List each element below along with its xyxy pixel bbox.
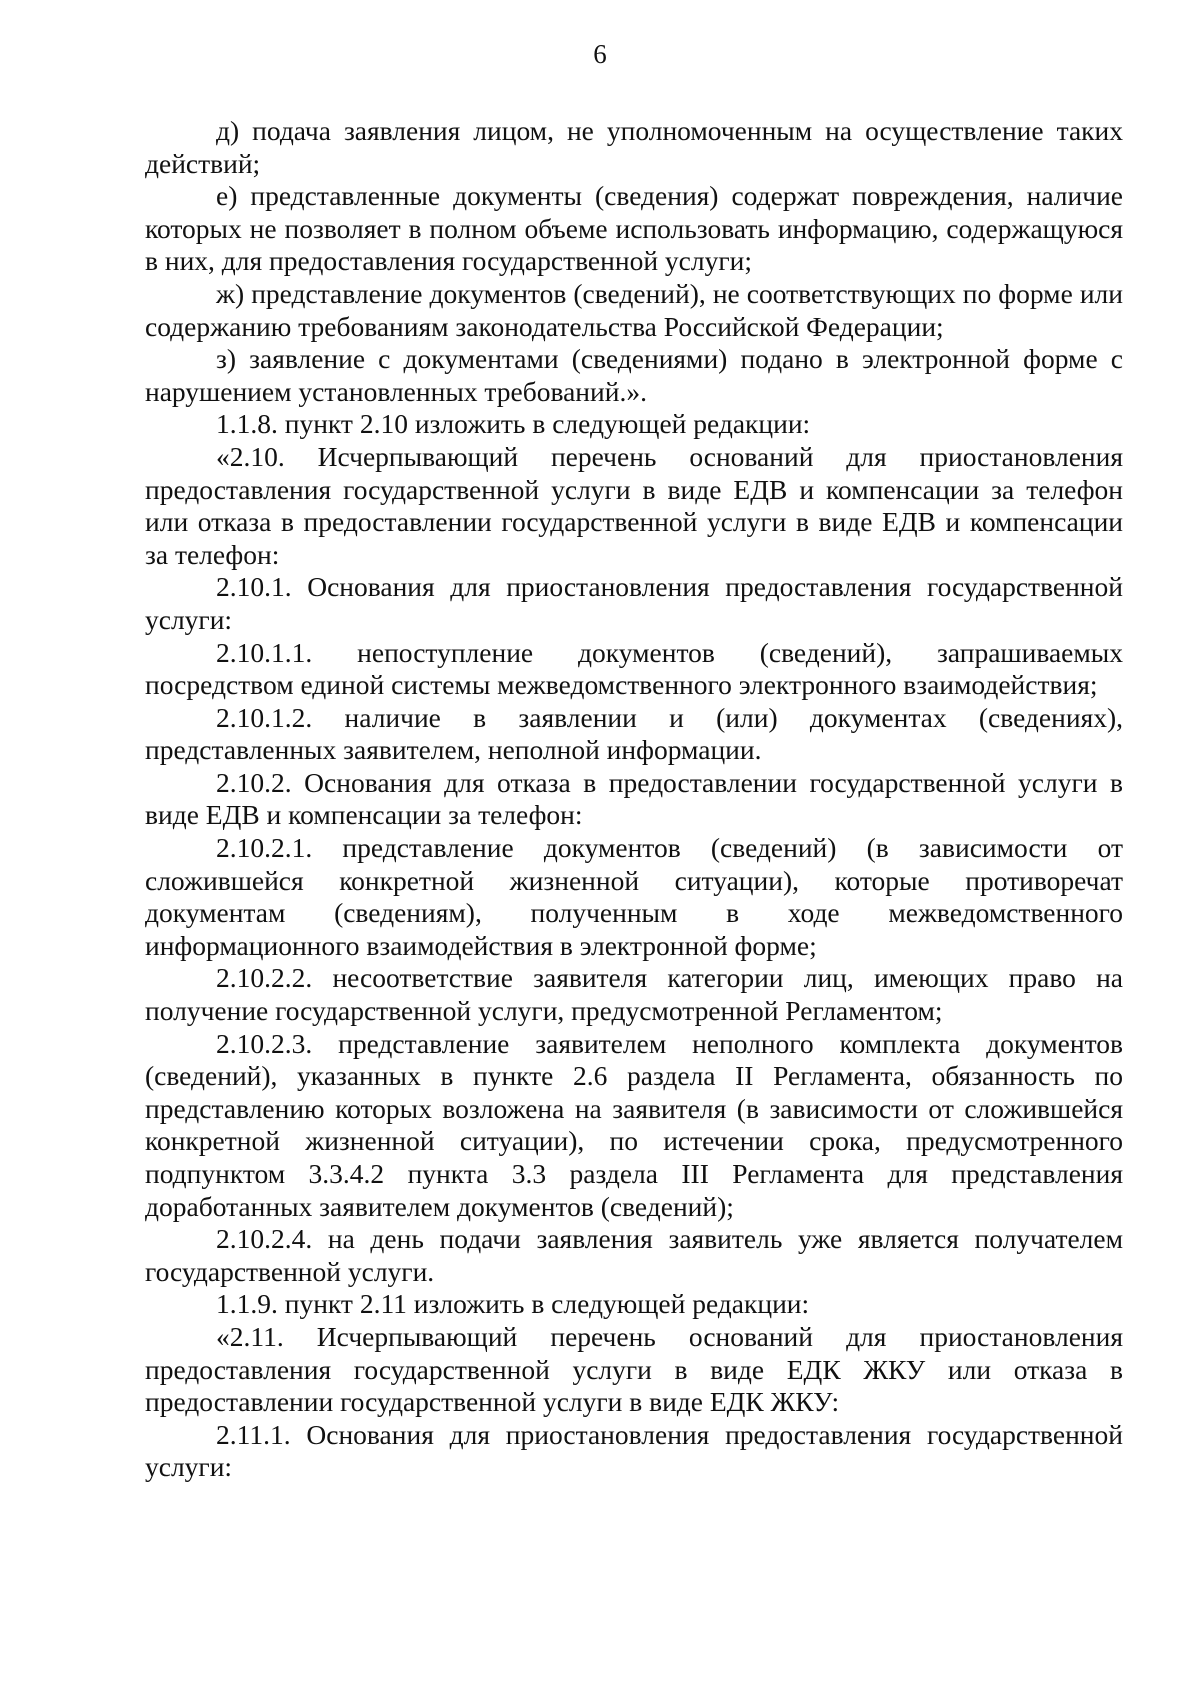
- paragraph-2-10-1-2: 2.10.1.2. наличие в заявлении и (или) документах (сведениях), представленных заявителем, неполной информации.: [145, 701, 1123, 766]
- paragraph-2-11-1: 2.11.1. Основания для приостановления предоставления государственной услуги:: [145, 1418, 1123, 1483]
- paragraph-2-10-2-3: 2.10.2.3. представление заявителем неполного комплекта документов (сведений), указанных в пункте 2.6 раздела II Регламента, обязанность по представлению которых возложена на заявителя (в зависимости от сложившейся конкретной жизненной ситуации), по истечении срока, предусмотренного подпунктом 3.3.4.2 пункта 3.3 раздела III Регламента для представления доработанных заявителем документов (сведений);: [145, 1027, 1123, 1222]
- paragraph-2-10-2-1: 2.10.2.1. представление документов (сведений) (в зависимости от сложившейся конкретной жизненной ситуации), которые противоречат документам (сведениям), полученным в ходе межведомственного информационного взаимодействия в электронной форме;: [145, 832, 1123, 961]
- paragraph-z: з) заявление с документами (сведениями) подано в электронной форме с нарушением установленных требований.».: [145, 343, 1123, 407]
- paragraph-d: д) подача заявления лицом, не уполномоченным на осуществление таких действий;: [145, 115, 1123, 179]
- paragraph-1-1-9: 1.1.9. пункт 2.11 изложить в следующей редакции:: [216, 1288, 810, 1320]
- document-body: [145, 115, 1123, 1484]
- paragraph-2-10-2: 2.10.2. Основания для отказа в предоставлении государственной услуги в виде ЕДВ и компенсации за телефон:: [145, 766, 1123, 831]
- paragraph-2-10-1-1: 2.10.1.1. непоступление документов (сведений), запрашиваемых посредством единой системы межведомственного электронного взаимодействия;: [145, 636, 1123, 701]
- paragraph-1-1-8: 1.1.8. пункт 2.10 изложить в следующей редакции:: [216, 408, 811, 440]
- page-number: 6: [593, 39, 607, 69]
- paragraph-2-10-1: 2.10.1. Основания для приостановления предоставления государственной услуги:: [145, 571, 1123, 635]
- paragraph-zh: ж) представление документов (сведений), не соответствующих по форме или содержанию требованиям законодательства Российской Федерации;: [145, 277, 1123, 342]
- paragraph-2-10: «2.10. Исчерпывающий перечень оснований для приостановления предоставления государственной услуги в виде ЕДВ и компенсации за телефон или отказа в предоставлении государственной услуги в виде ЕДВ и компенсации за телефон:: [145, 440, 1123, 570]
- paragraph-e: е) представленные документы (сведения) содержат повреждения, наличие которых не позволяет в полном объеме использовать информацию, содержащуюся в них, для предоставления государственной услуги;: [145, 180, 1123, 277]
- paragraph-2-10-2-4: 2.10.2.4. на день подачи заявления заявитель уже является получателем государственной услуги.: [145, 1223, 1123, 1287]
- paragraph-2-10-2-2: 2.10.2.2. несоответствие заявителя категории лиц, имеющих право на получение государственной услуги, предусмотренной Регламентом;: [145, 962, 1123, 1027]
- paragraph-2-11: «2.11. Исчерпывающий перечень оснований для приостановления предоставления государственной услуги в виде ЕДК ЖКУ или отказа в предоставлении государственной услуги в виде ЕДК ЖКУ:: [145, 1320, 1123, 1418]
